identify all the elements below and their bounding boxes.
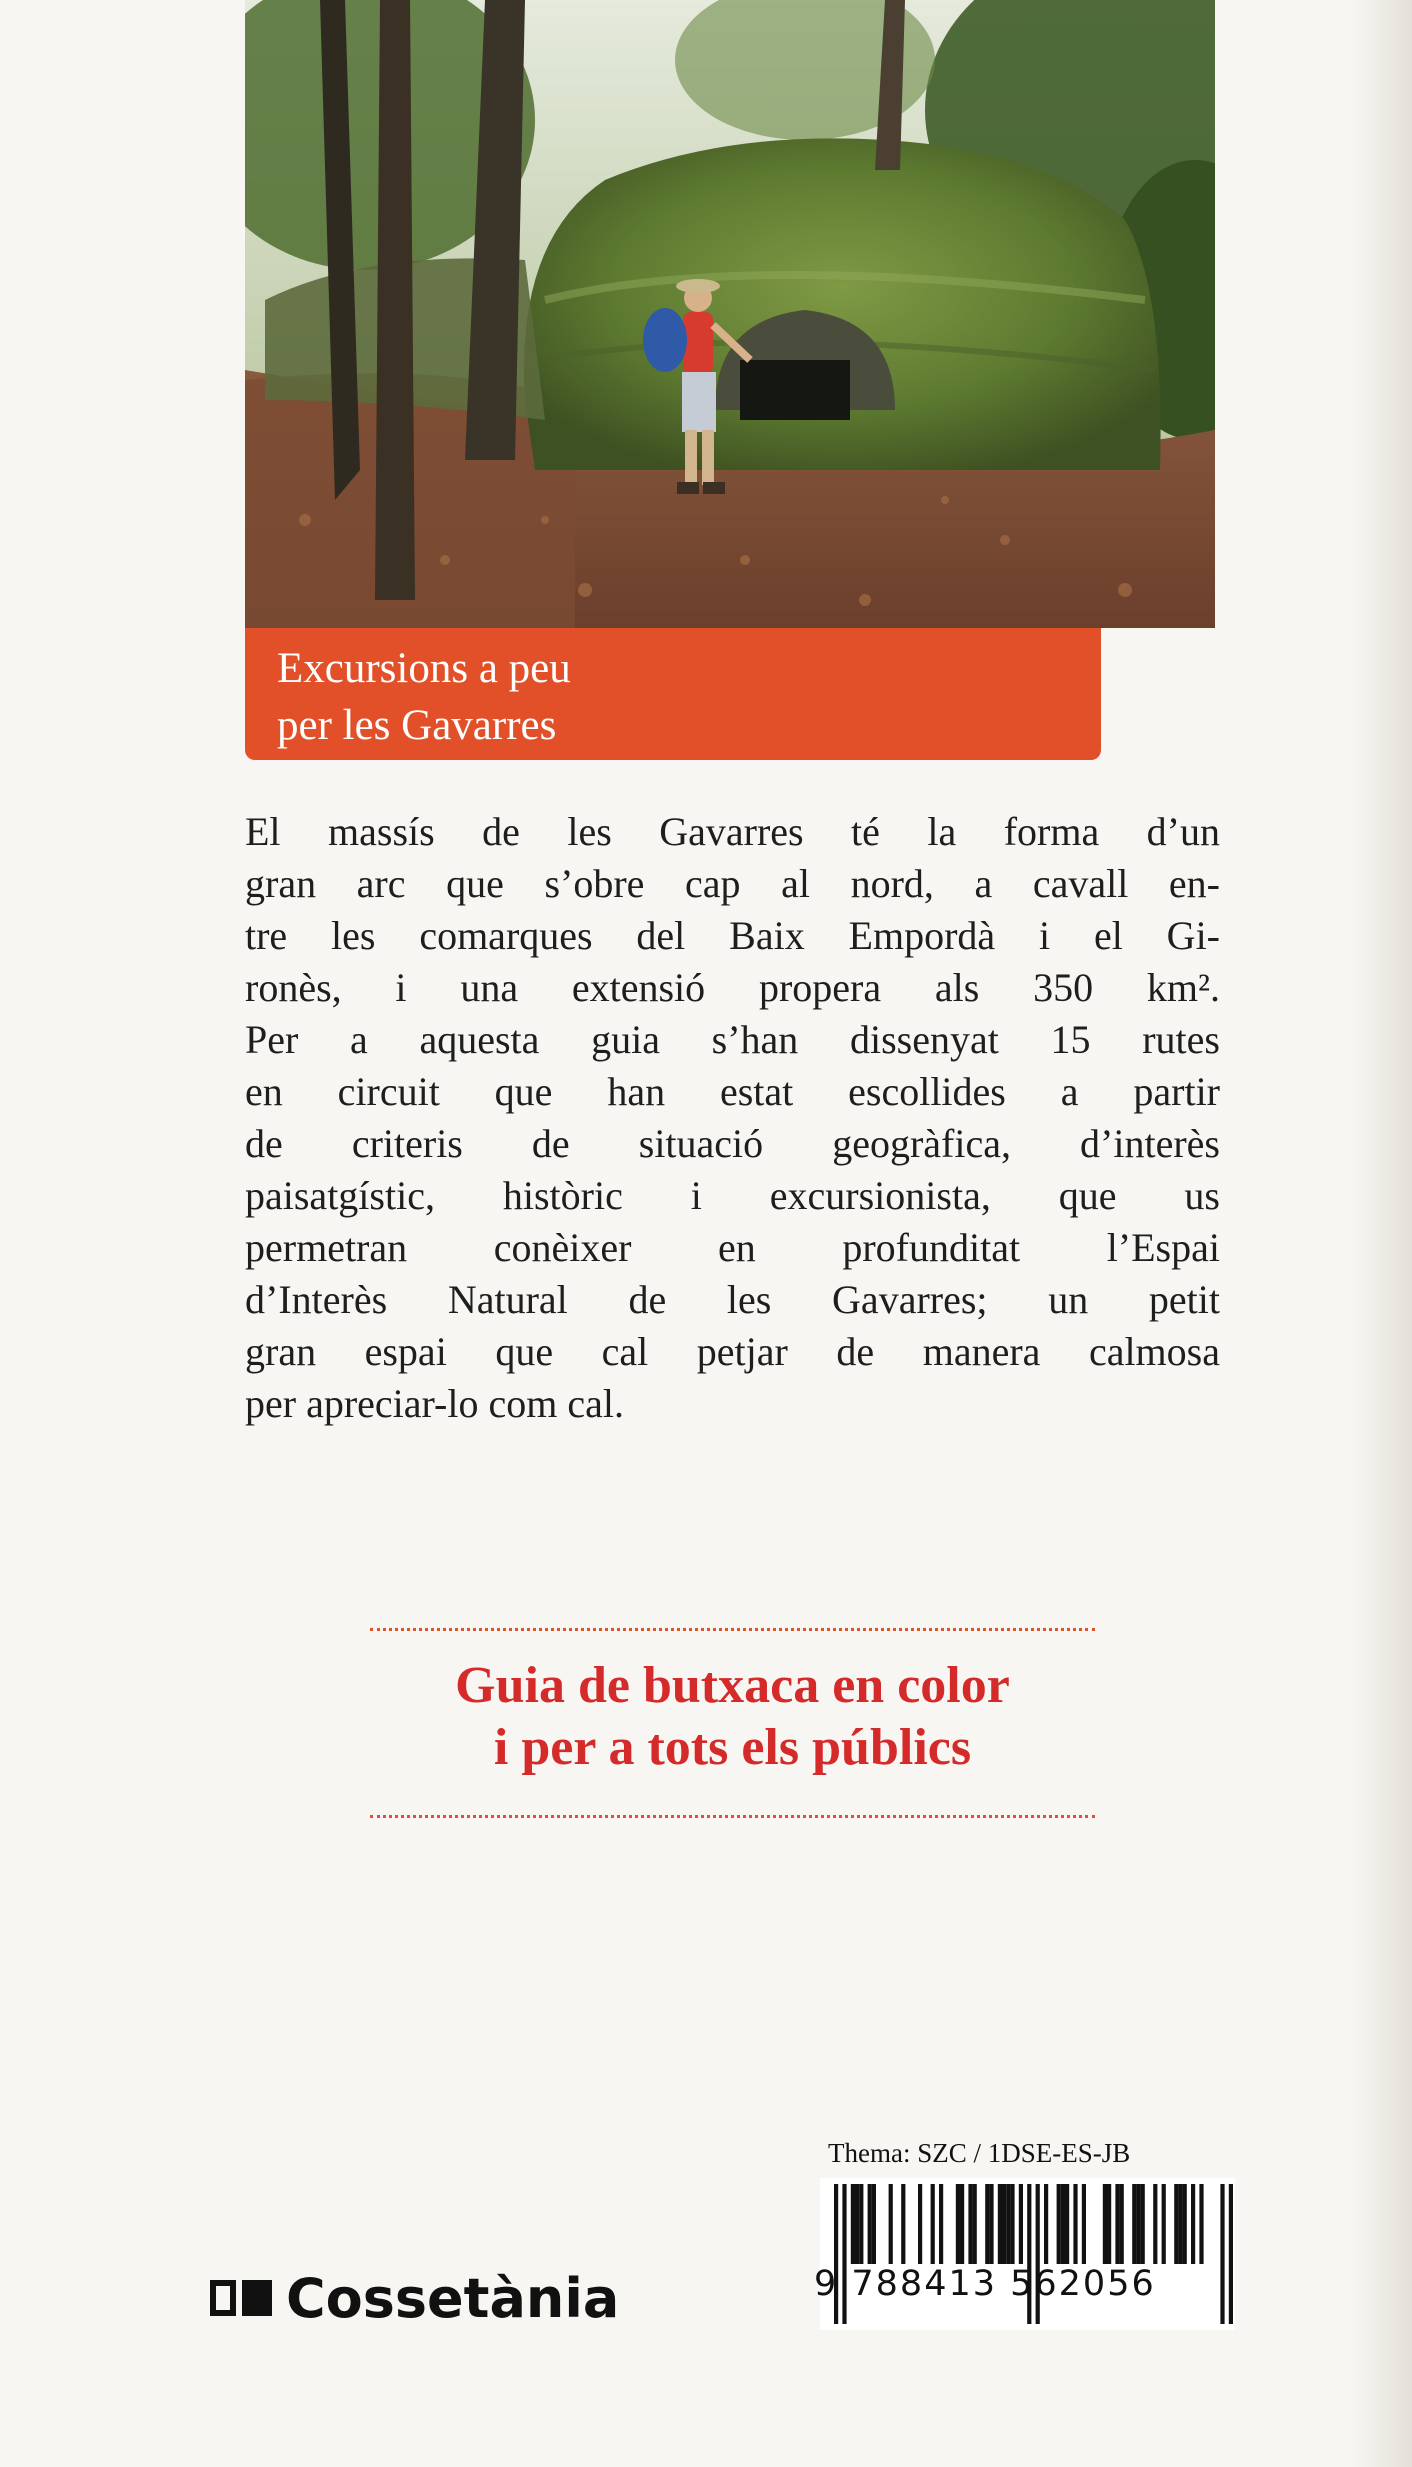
thema-code: Thema: SZC / 1DSE-ES-JB — [828, 2138, 1131, 2168]
description-line: per apreciar-lo com cal. — [245, 1381, 624, 1426]
description-line: d’Interès Natural de les Gavarres; un petit — [245, 1277, 1220, 1322]
barcode-bar — [872, 2184, 876, 2264]
barcode-bar — [859, 2184, 863, 2264]
barcode-bar — [889, 2184, 893, 2264]
barcode-bar — [1178, 2184, 1182, 2264]
cover-photo — [245, 0, 1215, 628]
description-line: paisatgístic, històric i excursionista, que us — [245, 1173, 1220, 1218]
description-paragraph — [245, 806, 1220, 1430]
barcode-bar — [1002, 2184, 1006, 2264]
tagline-divider-top — [370, 1628, 1095, 1631]
barcode-bar — [989, 2184, 993, 2264]
barcode-bar — [851, 2184, 855, 2264]
tagline-line-1: Guia de butxaca en color — [455, 1657, 1010, 1714]
barcode-bar — [1061, 2184, 1065, 2264]
barcode-bar — [1103, 2184, 1107, 2264]
barcode-bar — [1132, 2184, 1136, 2264]
cover-photo-illustration — [245, 0, 1215, 628]
tagline — [245, 1655, 1220, 1779]
barcode-bar — [931, 2184, 935, 2264]
barcode-bar — [1057, 2184, 1061, 2264]
description-line: tre les comarques del Baix Empordà i el Gi- — [245, 913, 1220, 958]
barcode-bar — [918, 2184, 922, 2264]
barcode-bar — [855, 2184, 859, 2264]
title-line-1: Excursions a peu — [277, 645, 571, 692]
barcode-bar — [960, 2184, 964, 2264]
page-edge-shade — [1352, 0, 1412, 2467]
barcode-bar — [939, 2184, 943, 2264]
barcode-bar — [1065, 2184, 1069, 2264]
publisher-logo — [210, 2268, 619, 2328]
barcode-bar — [1073, 2184, 1077, 2264]
barcode-bar — [1162, 2184, 1166, 2264]
barcode-bar — [1183, 2184, 1187, 2264]
title-band — [245, 628, 1101, 760]
description-line: de criteris de situació geogràfica, d’interès — [245, 1121, 1220, 1166]
barcode-bar — [998, 2184, 1002, 2264]
barcode-bar — [1115, 2184, 1119, 2264]
barcode-bar — [956, 2184, 960, 2264]
description-line: gran espai que cal petjar de manera calmosa — [245, 1329, 1220, 1374]
barcode-bar — [1082, 2184, 1086, 2264]
barcode — [820, 2178, 1235, 2330]
publisher-name: Cossetània — [286, 2266, 620, 2330]
barcode-bar — [1191, 2184, 1195, 2264]
barcode-bar — [1010, 2184, 1014, 2264]
barcode-bar — [1136, 2184, 1140, 2264]
description-line: gran arc que s’obre cap al nord, a cavall en- — [245, 861, 1220, 906]
barcode-bar — [968, 2184, 972, 2264]
title-line-2: per les Gavarres — [277, 702, 557, 749]
description-line: Per a aquesta guia s’han dissenyat 15 rutes — [245, 1017, 1220, 1062]
description-line: en circuit que han estat escollides a partir — [245, 1069, 1220, 1114]
description-line: El massís de les Gavarres té la forma d’un — [245, 809, 1220, 854]
description-line: permetran conèixer en profunditat l’Espai — [245, 1225, 1220, 1270]
barcode-bar — [901, 2184, 905, 2264]
barcode-bar — [868, 2184, 872, 2264]
barcode-bar — [1019, 2184, 1023, 2264]
barcode-digits: 9 788413 562056 — [814, 2264, 1156, 2304]
barcode-bar — [1199, 2184, 1203, 2264]
tagline-line-2: i per a tots els públics — [493, 1719, 972, 1776]
barcode-bar — [1174, 2184, 1178, 2264]
barcode-bar — [1006, 2184, 1010, 2264]
barcode-bar — [1153, 2184, 1157, 2264]
tagline-divider-bottom — [370, 1815, 1095, 1818]
barcode-bar — [1107, 2184, 1111, 2264]
barcode-bar — [985, 2184, 989, 2264]
barcode-bar — [973, 2184, 977, 2264]
two-squares-logo-icon — [210, 2280, 272, 2316]
description-line: ronès, i una extensió propera als 350 km². — [245, 965, 1220, 1010]
barcode-bar — [1044, 2184, 1048, 2264]
barcode-bar — [1120, 2184, 1124, 2264]
ean13-barcode-icon — [820, 2178, 1235, 2330]
barcode-bar — [1141, 2184, 1145, 2264]
